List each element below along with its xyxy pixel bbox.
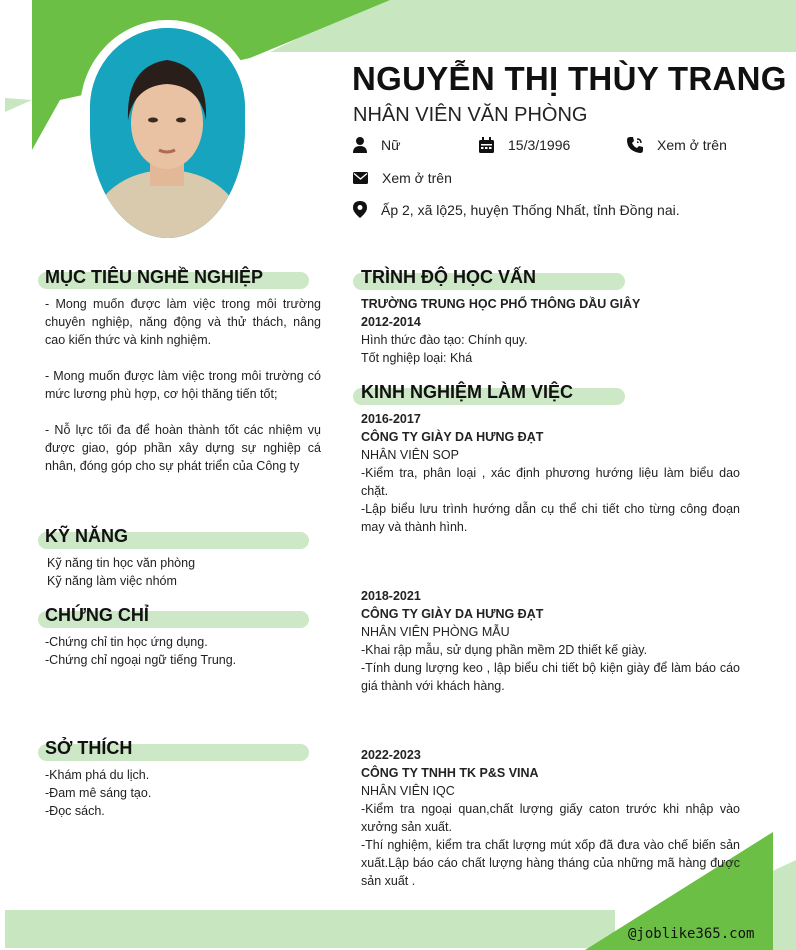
candidate-name: NGUYỄN THỊ THÙY TRANG bbox=[352, 60, 787, 97]
gender-info bbox=[353, 137, 400, 153]
job-entry bbox=[361, 587, 740, 695]
certificate-item: -Chứng chỉ tin học ứng dụng. bbox=[45, 635, 208, 649]
job-entry bbox=[361, 746, 740, 890]
hobbies-heading: SỞ THÍCH bbox=[45, 738, 133, 758]
certificates-heading: CHỨNG CHỈ bbox=[45, 605, 149, 625]
envelope-icon bbox=[353, 172, 368, 184]
job-detail: -Tính dung lượng keo , lập biểu chi tiết bộ kiện giày để làm báo cáo giá thành với khách hàng. bbox=[361, 661, 740, 693]
skill-item: Kỹ năng tin học văn phòng bbox=[47, 556, 196, 570]
certificate-item: -Chứng chỉ ngoại ngữ tiếng Trung. bbox=[45, 653, 237, 667]
objective-paragraph: - Nỗ lực tối đa để hoàn thành tốt các nhiệm vụ được giao, góp phần xây dựng sự nghiệp cá nhân, đóng góp cho sự phát triển của Công ty bbox=[45, 423, 321, 473]
candidate-title: NHÂN VIÊN VĂN PHÒNG bbox=[353, 104, 588, 126]
hobby-item: -Khám phá du lịch. bbox=[45, 768, 150, 782]
birthdate-value: 15/3/1996 bbox=[508, 137, 571, 153]
job-entry bbox=[361, 410, 740, 536]
education-heading: TRÌNH ĐỘ HỌC VẤN bbox=[361, 267, 536, 287]
bottom-light-band bbox=[5, 910, 615, 948]
gender-value: Nữ bbox=[381, 137, 401, 153]
skills-heading: KỸ NĂNG bbox=[45, 526, 129, 546]
address-info bbox=[353, 201, 680, 218]
school-name: TRƯỜNG TRUNG HỌC PHỔ THÔNG DẦU GIÂY bbox=[361, 297, 641, 311]
education-years: 2012-2014 bbox=[361, 315, 421, 329]
email-value: Xem ở trên bbox=[382, 170, 452, 186]
education-grade: Tốt nghiệp loại: Khá bbox=[361, 351, 473, 365]
left-light-triangle bbox=[5, 98, 32, 112]
hobby-item: -Đọc sách. bbox=[45, 804, 105, 818]
job-detail: -Kiểm tra, phân loại , xác định phương hướng liệu làm biểu dao chặt. bbox=[361, 466, 740, 498]
job-company: CÔNG TY GIÀY DA HƯNG ĐẠT bbox=[361, 430, 544, 444]
profile-photo bbox=[90, 28, 245, 238]
job-role: NHÂN VIÊN SOP bbox=[361, 448, 459, 462]
skills-list bbox=[47, 554, 317, 590]
job-role: NHÂN VIÊN IQC bbox=[361, 784, 455, 798]
phone-value: Xem ở trên bbox=[657, 137, 727, 153]
objective-paragraph: - Mong muốn được làm việc trong môi trường có mức lương phù hợp, cơ hội thăng tiến tốt; bbox=[45, 369, 321, 401]
job-years: 2016-2017 bbox=[361, 412, 421, 426]
address-value: Ấp 2, xã lộ25, huyện Thống Nhất, tỉnh Đồng nai. bbox=[381, 201, 680, 218]
phone-icon bbox=[627, 137, 643, 153]
email-info bbox=[353, 170, 452, 186]
calendar-icon bbox=[479, 137, 494, 153]
watermark: @joblike365.com bbox=[628, 926, 755, 942]
job-company: CÔNG TY GIÀY DA HƯNG ĐẠT bbox=[361, 607, 544, 621]
job-role: NHÂN VIÊN PHÒNG MẪU bbox=[361, 625, 510, 639]
hobbies-list bbox=[45, 766, 315, 820]
phone-info bbox=[627, 137, 727, 153]
location-pin-icon bbox=[353, 201, 367, 218]
job-detail: -Thí nghiệm, kiểm tra chất lượng mút xốp đã đưa vào chế biến sản xuất.Lập báo cáo chất lượng hàng tháng của những mã hàng được sản xuất . bbox=[361, 838, 740, 888]
experience-heading: KINH NGHIỆM LÀM VIỆC bbox=[361, 382, 574, 402]
objective-text bbox=[45, 295, 321, 475]
job-company: CÔNG TY TNHH TK P&S VINA bbox=[361, 766, 539, 780]
hobby-item: -Đam mê sáng tạo. bbox=[45, 786, 152, 800]
job-years: 2022-2023 bbox=[361, 748, 421, 762]
birthdate-info bbox=[479, 137, 570, 153]
job-detail: -Khai rập mẫu, sử dụng phần mềm 2D thiết kế giày. bbox=[361, 643, 648, 657]
job-detail: -Kiểm tra ngoại quan,chất lượng giấy caton trước khi nhập vào xưởng sản xuất. bbox=[361, 802, 740, 834]
skill-item: Kỹ năng làm việc nhóm bbox=[47, 574, 177, 588]
education-entry bbox=[361, 295, 741, 367]
certificates-list bbox=[45, 633, 315, 669]
objective-paragraph: - Mong muốn được làm việc trong môi trường chuyên nghiệp, năng động và thử thách, nâng cao kiến thức và kinh nghiệm. bbox=[45, 297, 321, 347]
education-mode: Hình thức đào tạo: Chính quy. bbox=[361, 333, 528, 347]
job-years: 2018-2021 bbox=[361, 589, 421, 603]
job-detail: -Lập biểu lưu trình hướng dẫn cụ thể chi tiết cho từng công đoạn may và thành hình. bbox=[361, 502, 740, 534]
user-icon bbox=[353, 137, 367, 153]
objective-heading: MỤC TIÊU NGHỀ NGHIỆP bbox=[45, 267, 264, 287]
